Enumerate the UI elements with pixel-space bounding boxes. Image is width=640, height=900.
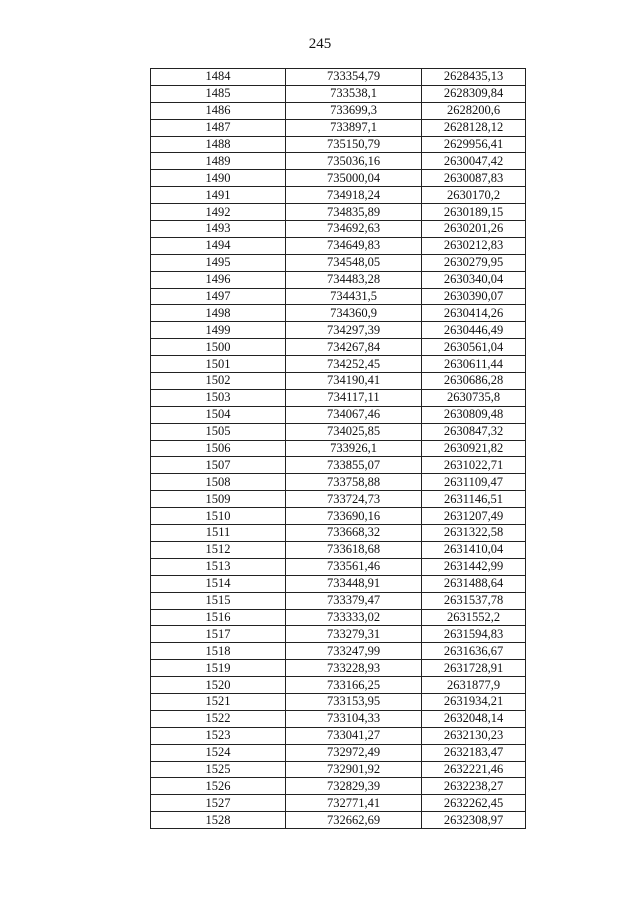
table-row — [151, 541, 526, 558]
x-coordinate-cell: 733690,16 — [286, 508, 422, 525]
table-row — [151, 575, 526, 592]
x-coordinate-cell: 734918,24 — [286, 187, 422, 204]
point-number-cell: 1517 — [151, 626, 286, 643]
y-coordinate-cell: 2628200,6 — [422, 102, 526, 119]
table-row — [151, 727, 526, 744]
table-row — [151, 406, 526, 423]
x-coordinate-cell: 734297,39 — [286, 322, 422, 339]
point-number-cell: 1528 — [151, 812, 286, 829]
y-coordinate-cell: 2630611,44 — [422, 356, 526, 373]
point-number-cell: 1521 — [151, 693, 286, 710]
y-coordinate-cell: 2631207,49 — [422, 508, 526, 525]
x-coordinate-cell: 733699,3 — [286, 102, 422, 119]
x-coordinate-cell: 733724,73 — [286, 491, 422, 508]
x-coordinate-cell: 734483,28 — [286, 271, 422, 288]
y-coordinate-cell: 2632308,97 — [422, 812, 526, 829]
point-number-cell: 1511 — [151, 525, 286, 542]
table-row — [151, 102, 526, 119]
x-coordinate-cell: 733618,68 — [286, 541, 422, 558]
x-coordinate-cell: 734692,63 — [286, 221, 422, 238]
point-number-cell: 1504 — [151, 406, 286, 423]
coordinates-table — [150, 68, 526, 829]
point-number-cell: 1526 — [151, 778, 286, 795]
point-number-cell: 1495 — [151, 254, 286, 271]
point-number-cell: 1484 — [151, 69, 286, 86]
table-row — [151, 609, 526, 626]
x-coordinate-cell: 733561,46 — [286, 558, 422, 575]
table-row — [151, 423, 526, 440]
point-number-cell: 1515 — [151, 592, 286, 609]
table-row — [151, 508, 526, 525]
y-coordinate-cell: 2630921,82 — [422, 440, 526, 457]
x-coordinate-cell: 734025,85 — [286, 423, 422, 440]
x-coordinate-cell: 732972,49 — [286, 744, 422, 761]
x-coordinate-cell: 733166,25 — [286, 677, 422, 694]
table-row — [151, 305, 526, 322]
y-coordinate-cell: 2631146,51 — [422, 491, 526, 508]
x-coordinate-cell: 735150,79 — [286, 136, 422, 153]
x-coordinate-cell: 733897,1 — [286, 119, 422, 136]
table-row — [151, 170, 526, 187]
table-row — [151, 339, 526, 356]
point-number-cell: 1501 — [151, 356, 286, 373]
table-row — [151, 136, 526, 153]
table-row — [151, 592, 526, 609]
table-row — [151, 389, 526, 406]
y-coordinate-cell: 2630279,95 — [422, 254, 526, 271]
x-coordinate-cell: 734835,89 — [286, 204, 422, 221]
y-coordinate-cell: 2631877,9 — [422, 677, 526, 694]
x-coordinate-cell: 735000,04 — [286, 170, 422, 187]
x-coordinate-cell: 732771,41 — [286, 795, 422, 812]
x-coordinate-cell: 732662,69 — [286, 812, 422, 829]
table-row — [151, 778, 526, 795]
x-coordinate-cell: 733153,95 — [286, 693, 422, 710]
point-number-cell: 1488 — [151, 136, 286, 153]
table-row — [151, 761, 526, 778]
y-coordinate-cell: 2631537,78 — [422, 592, 526, 609]
y-coordinate-cell: 2631594,83 — [422, 626, 526, 643]
y-coordinate-cell: 2628435,13 — [422, 69, 526, 86]
x-coordinate-cell: 734548,05 — [286, 254, 422, 271]
y-coordinate-cell: 2628128,12 — [422, 119, 526, 136]
x-coordinate-cell: 734252,45 — [286, 356, 422, 373]
point-number-cell: 1522 — [151, 710, 286, 727]
table-row — [151, 693, 526, 710]
point-number-cell: 1525 — [151, 761, 286, 778]
point-number-cell: 1496 — [151, 271, 286, 288]
x-coordinate-cell: 732829,39 — [286, 778, 422, 795]
y-coordinate-cell: 2631934,21 — [422, 693, 526, 710]
point-number-cell: 1510 — [151, 508, 286, 525]
point-number-cell: 1524 — [151, 744, 286, 761]
table-row — [151, 710, 526, 727]
table-row — [151, 491, 526, 508]
x-coordinate-cell: 735036,16 — [286, 153, 422, 170]
x-coordinate-cell: 733247,99 — [286, 643, 422, 660]
y-coordinate-cell: 2632183,47 — [422, 744, 526, 761]
point-number-cell: 1506 — [151, 440, 286, 457]
point-number-cell: 1485 — [151, 85, 286, 102]
y-coordinate-cell: 2630809,48 — [422, 406, 526, 423]
x-coordinate-cell: 734267,84 — [286, 339, 422, 356]
x-coordinate-cell: 733538,1 — [286, 85, 422, 102]
y-coordinate-cell: 2631728,91 — [422, 660, 526, 677]
point-number-cell: 1513 — [151, 558, 286, 575]
table-row — [151, 795, 526, 812]
table-row — [151, 322, 526, 339]
table-row — [151, 204, 526, 221]
table-row — [151, 271, 526, 288]
point-number-cell: 1502 — [151, 373, 286, 390]
x-coordinate-cell: 733448,91 — [286, 575, 422, 592]
y-coordinate-cell: 2631322,58 — [422, 525, 526, 542]
x-coordinate-cell: 733855,07 — [286, 457, 422, 474]
point-number-cell: 1520 — [151, 677, 286, 694]
table-row — [151, 356, 526, 373]
point-number-cell: 1494 — [151, 237, 286, 254]
point-number-cell: 1514 — [151, 575, 286, 592]
point-number-cell: 1487 — [151, 119, 286, 136]
table-row — [151, 677, 526, 694]
point-number-cell: 1492 — [151, 204, 286, 221]
point-number-cell: 1489 — [151, 153, 286, 170]
x-coordinate-cell: 733333,02 — [286, 609, 422, 626]
point-number-cell: 1509 — [151, 491, 286, 508]
y-coordinate-cell: 2630170,2 — [422, 187, 526, 204]
page-number: 245 — [308, 36, 332, 52]
y-coordinate-cell: 2631636,67 — [422, 643, 526, 660]
y-coordinate-cell: 2632048,14 — [422, 710, 526, 727]
x-coordinate-cell: 734117,11 — [286, 389, 422, 406]
y-coordinate-cell: 2632221,46 — [422, 761, 526, 778]
y-coordinate-cell: 2630087,83 — [422, 170, 526, 187]
x-coordinate-cell: 733354,79 — [286, 69, 422, 86]
x-coordinate-cell: 734190,41 — [286, 373, 422, 390]
point-number-cell: 1512 — [151, 541, 286, 558]
point-number-cell: 1498 — [151, 305, 286, 322]
table-row — [151, 373, 526, 390]
x-coordinate-cell: 734431,5 — [286, 288, 422, 305]
table-row — [151, 254, 526, 271]
point-number-cell: 1486 — [151, 102, 286, 119]
y-coordinate-cell: 2630847,32 — [422, 423, 526, 440]
y-coordinate-cell: 2632262,45 — [422, 795, 526, 812]
y-coordinate-cell: 2629956,41 — [422, 136, 526, 153]
table-row — [151, 288, 526, 305]
y-coordinate-cell: 2632130,23 — [422, 727, 526, 744]
y-coordinate-cell: 2630212,83 — [422, 237, 526, 254]
table-row — [151, 558, 526, 575]
x-coordinate-cell: 732901,92 — [286, 761, 422, 778]
y-coordinate-cell: 2630340,04 — [422, 271, 526, 288]
y-coordinate-cell: 2630201,26 — [422, 221, 526, 238]
table-row — [151, 85, 526, 102]
x-coordinate-cell: 733668,32 — [286, 525, 422, 542]
point-number-cell: 1518 — [151, 643, 286, 660]
table-row — [151, 812, 526, 829]
y-coordinate-cell: 2631109,47 — [422, 474, 526, 491]
point-number-cell: 1499 — [151, 322, 286, 339]
x-coordinate-cell: 733379,47 — [286, 592, 422, 609]
y-coordinate-cell: 2630047,42 — [422, 153, 526, 170]
y-coordinate-cell: 2631022,71 — [422, 457, 526, 474]
table-row — [151, 153, 526, 170]
table-row — [151, 525, 526, 542]
y-coordinate-cell: 2632238,27 — [422, 778, 526, 795]
table-row — [151, 626, 526, 643]
point-number-cell: 1507 — [151, 457, 286, 474]
x-coordinate-cell: 733104,33 — [286, 710, 422, 727]
table-row — [151, 643, 526, 660]
point-number-cell: 1493 — [151, 221, 286, 238]
point-number-cell: 1516 — [151, 609, 286, 626]
point-number-cell: 1523 — [151, 727, 286, 744]
x-coordinate-cell: 734360,9 — [286, 305, 422, 322]
y-coordinate-cell: 2630414,26 — [422, 305, 526, 322]
point-number-cell: 1491 — [151, 187, 286, 204]
x-coordinate-cell: 733758,88 — [286, 474, 422, 491]
x-coordinate-cell: 733041,27 — [286, 727, 422, 744]
y-coordinate-cell: 2630561,04 — [422, 339, 526, 356]
x-coordinate-cell: 734067,46 — [286, 406, 422, 423]
y-coordinate-cell: 2630189,15 — [422, 204, 526, 221]
table-row — [151, 440, 526, 457]
table-row — [151, 237, 526, 254]
x-coordinate-cell: 734649,83 — [286, 237, 422, 254]
y-coordinate-cell: 2631442,99 — [422, 558, 526, 575]
table-row — [151, 221, 526, 238]
x-coordinate-cell: 733279,31 — [286, 626, 422, 643]
x-coordinate-cell: 733926,1 — [286, 440, 422, 457]
point-number-cell: 1505 — [151, 423, 286, 440]
x-coordinate-cell: 733228,93 — [286, 660, 422, 677]
y-coordinate-cell: 2630686,28 — [422, 373, 526, 390]
table-row — [151, 744, 526, 761]
point-number-cell: 1508 — [151, 474, 286, 491]
point-number-cell: 1490 — [151, 170, 286, 187]
table-row — [151, 457, 526, 474]
y-coordinate-cell: 2628309,84 — [422, 85, 526, 102]
point-number-cell: 1503 — [151, 389, 286, 406]
point-number-cell: 1527 — [151, 795, 286, 812]
y-coordinate-cell: 2631488,64 — [422, 575, 526, 592]
table-row — [151, 474, 526, 491]
point-number-cell: 1500 — [151, 339, 286, 356]
y-coordinate-cell: 2631552,2 — [422, 609, 526, 626]
y-coordinate-cell: 2631410,04 — [422, 541, 526, 558]
y-coordinate-cell: 2630735,8 — [422, 389, 526, 406]
table-row — [151, 69, 526, 86]
table-row — [151, 660, 526, 677]
point-number-cell: 1497 — [151, 288, 286, 305]
y-coordinate-cell: 2630446,49 — [422, 322, 526, 339]
coordinates-table-body — [151, 69, 526, 829]
y-coordinate-cell: 2630390,07 — [422, 288, 526, 305]
point-number-cell: 1519 — [151, 660, 286, 677]
table-row — [151, 119, 526, 136]
table-row — [151, 187, 526, 204]
